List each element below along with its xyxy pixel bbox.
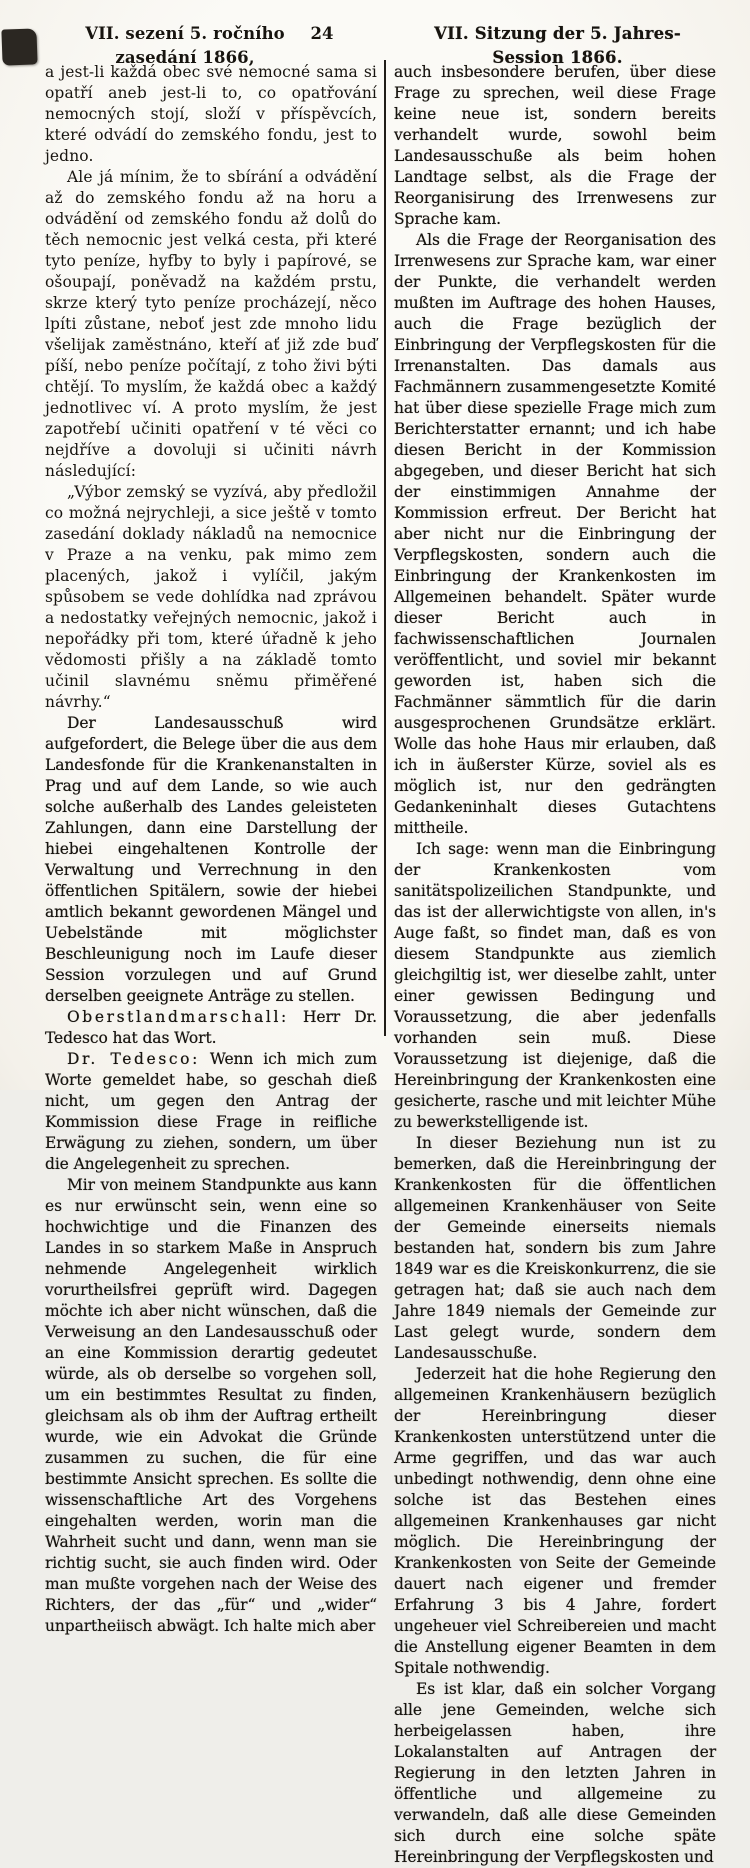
paragraph-czech-motion-quote: „Výbor zemský se vyzívá, aby předložil co možná nejrychleji, a sice ještě v tomto zasedání doklady nákladů na nemocnice v Praze a na venku, pak mimo zem placených, jakož i vylíčil, jakým spůsobem se vede dohlídka nad zprávou a nedostatky veřejných nemocnic, jakož i nepořádky při tom, které úřadně k jeho vědomosti přišly a na základě tomto učinil slavnému sněmu přiměřené návrhy.“ bbox=[45, 483, 377, 711]
paragraph-speaker-announcement bbox=[45, 1007, 377, 1049]
paragraph-es-ist-klar: Es ist klar, daß ein solcher Vorgang alle jene Gemeinden, welche sich herbeigelassen haben, ihre Lokalanstalten auf Antragen der Regierung in den letzten Jahren in öffentliche und allgemeine zu verwandeln, daß alle diese Gemeinden sich durch eine solche späte Hereinbringung der Verpflegskosten und bbox=[394, 1680, 716, 1866]
paragraph-regierung: Jederzeit hat die hohe Regierung den allgemeinen Krankenhäusern bezüglich der Hereinbringung dieser Krankenkosten unterstützend unter die Arme gegriffen, und das war auch unbedingt nothwendig, denn ohne eine solche ist das Bestehen eines allgemeinen Krankenhauses gar nicht möglich. Die Hereinbringung der Krankenkosten von Seite der Gemeinde dauert nach eigener und fremder Erfahrung 3 bis 4 Jahre, fordert ungeheuer viel Schreibereien und macht die Anstellung eigener Beamten in dem Spitale nothwendig. bbox=[394, 1365, 716, 1677]
running-head bbox=[0, 22, 750, 67]
header-title-german: VII. Sitzung der 5. Jahres-Session 1866. bbox=[434, 24, 681, 67]
header-title-czech: VII. sezení 5. ročního zasedání 1866, bbox=[85, 24, 285, 67]
column-divider-rule bbox=[384, 60, 386, 1036]
speaker-name-oberstlandmarschall: Oberstlandmarschall: bbox=[67, 1008, 289, 1026]
paragraph-czech-continuation: a jest-li každá obec své nemocné sama si opatří aneb jest-li to, co opatřování nemocných stojí, složí v příspěvcích, které odvádí do zemského fondu, jest to jedno. bbox=[45, 63, 377, 165]
paragraph-beziehung: In dieser Beziehung nun ist zu bemerken, daß die Hereinbringung der Krankenkosten für die öffentlichen allgemeinen Krankenhäuser von Seite der Gemeinde einerseits niemals bestanden hat, sondern bis zum Jahre 1849 war es die Kreiskonkurrenz, die sie getragen hat; daß sie auch nach dem Jahre 1849 niemals der Gemeinde zur Last gelegt wurde, sondern dem Landesausschuße. bbox=[394, 1134, 716, 1362]
paragraph-german-continuation: auch insbesondere berufen, über diese Frage zu sprechen, weil diese Frage keine neue ist, sondern bereits verhandelt wurde, sowohl beim Landesausschuße als beim hohen Landtage selbst, als die Frage der Reorganisirung des Irrenwesens zur Sprache kam. bbox=[394, 63, 716, 228]
right-column bbox=[394, 62, 716, 1868]
paragraph-czech-speech: Ale já mínim, že to sbírání a odvádění až do zemského fondu až na horu a odvádění od zemského fondu až dolů do těch nemocnic jest velká cesta, při které tyto peníze, hyfby to byly i papírové, se ošoupají, poněvadž na každém prstu, skrze který tyto peníze procházejí, něco lpíti zůstane, neboť jest zde mnoho lidu všelijak zaměstnáno, kteří ať již zde buď píší, nebo peníze počítají, z toho živi býti chtějí. To myslím, že každá obec a každý jednotlivec ví. A proto myslím, že jest zapotřebí učiniti opatření v té věci co nejdříve a dovoluji si učiniti návrh následující: bbox=[45, 168, 377, 480]
speaker-line-text: Herr Dr. Tedesco hat das Wort. bbox=[45, 1008, 377, 1047]
paragraph-tedesco-speech: Mir von meinem Standpunkte aus kann es nur erwünscht sein, wenn eine so hochwichtige und die Finanzen des Landes in so starkem Maße in Anspruch nehmende Angelegenheit wirklich vorurtheilsfrei geprüft wird. Dagegen möchte ich aber nicht wünschen, daß die Verweisung an den Landesausschuß oder an eine Kommission derartig gedeutet würde, als ob derselbe so vorgehen soll, um ein bestimmtes Resultat zu finden, gleichsam als ob ihm der Auftrag ertheilt wurde, wie ein Advokat die Gründe zusammen zu suchen, die für eine bestimmte Ansicht sprechen. Es sollte die wissenschaftliche Art des Vorgehens eingehalten werden, worin man die Wahrheit sucht und dann, wenn man sie richtig sucht, sie auch finden wird. Oder man mußte vorgehen nach der Weise des Richters, der das „für“ und „wider“ unpartheiisch abwägt. Ich halte mich aber bbox=[45, 1176, 377, 1635]
speaker-name-dr-tedesco: Dr. Tedesco: bbox=[67, 1050, 200, 1068]
paragraph-tedesco-speech-start bbox=[45, 1049, 377, 1175]
left-column bbox=[45, 62, 377, 1637]
paragraph-german-motion: Der Landesausschuß wird aufgefordert, die Belege über die aus dem Landesfonde für die Krankenanstalten in Prag und auf dem Lande, so wie auch solche außerhalb des Landes geleisteten Zahlungen, dann eine Darstellung der hiebei eingehaltenen Kontrolle der Verwaltung und Verrechnung in den öffentlichen Spitälern, sowie der hiebei amtlich bekannt gewordenen Mängel und Uebelstände mit möglichster Beschleunigung noch im Laufe dieser Session vorzulegen und auf Grund derselben geeignete Anträge zu stellen. bbox=[45, 714, 377, 1005]
page-number: 24 bbox=[310, 24, 334, 43]
paragraph-ich-sage: Ich sage: wenn man die Einbringung der Krankenkosten vom sanitätspolizeilichen Standpunkte, und das ist der allerwichtigste von allen, in's Auge faßt, so findet man, daß es von diesem Standpunkte aus ziemlich gleichgiltig ist, wer dieselbe zahlt, unter einer gewissen Bedingung und Voraussetzung, die aber jedenfalls vorhanden sein muß. Diese Voraussetzung ist diejenige, daß die Hereinbringung der Krankenkosten eine gesicherte, rasche und mit leichter Mühe zu bewerkstelligende ist. bbox=[394, 840, 716, 1131]
paragraph-reorganisation: Als die Frage der Reorganisation des Irrenwesens zur Sprache kam, war einer der Punkte, die verhandelt werden mußten im Auftrage des hohen Hauses, auch die Frage bezüglich der Einbringung der Verpflegskosten für die Irrenanstalten. Das damals aus Fachmännern zusammengesetzte Komité hat über diese spezielle Frage mich zum Berichterstatter ernannt; und ich habe diesen Bericht in der Kommission abgegeben, und dieser Bericht hat sich der einstimmigen Annahme der Kommission erfreut. Der Bericht hat aber nicht nur die Einbringung der Verpflegskosten, sondern auch die Einbringung der Krankenkosten im Allgemeinen behandelt. Später wurde dieser Bericht auch in fachwissenschaftlichen Journalen veröffentlicht, und soviel mir bekannt geworden ist, haben sich die Fachmänner sämmtlich für die darin ausgesprochenen Grundsätze erklärt. Wolle das hohe Haus mir erlauben, daß ich in äußerster Kürze, soviel als es möglich ist, nur den gedrängten Gedankeninhalt dieses Gutachtens mittheile. bbox=[394, 231, 716, 837]
speech-text: Wenn ich mich zum Worte gemeldet habe, so geschah dieß nicht, um gegen den Antrag der Kommission diese Frage in reifliche Erwägung zu ziehen, sondern, um über die Angelegenheit zu sprechen. bbox=[45, 1050, 378, 1173]
